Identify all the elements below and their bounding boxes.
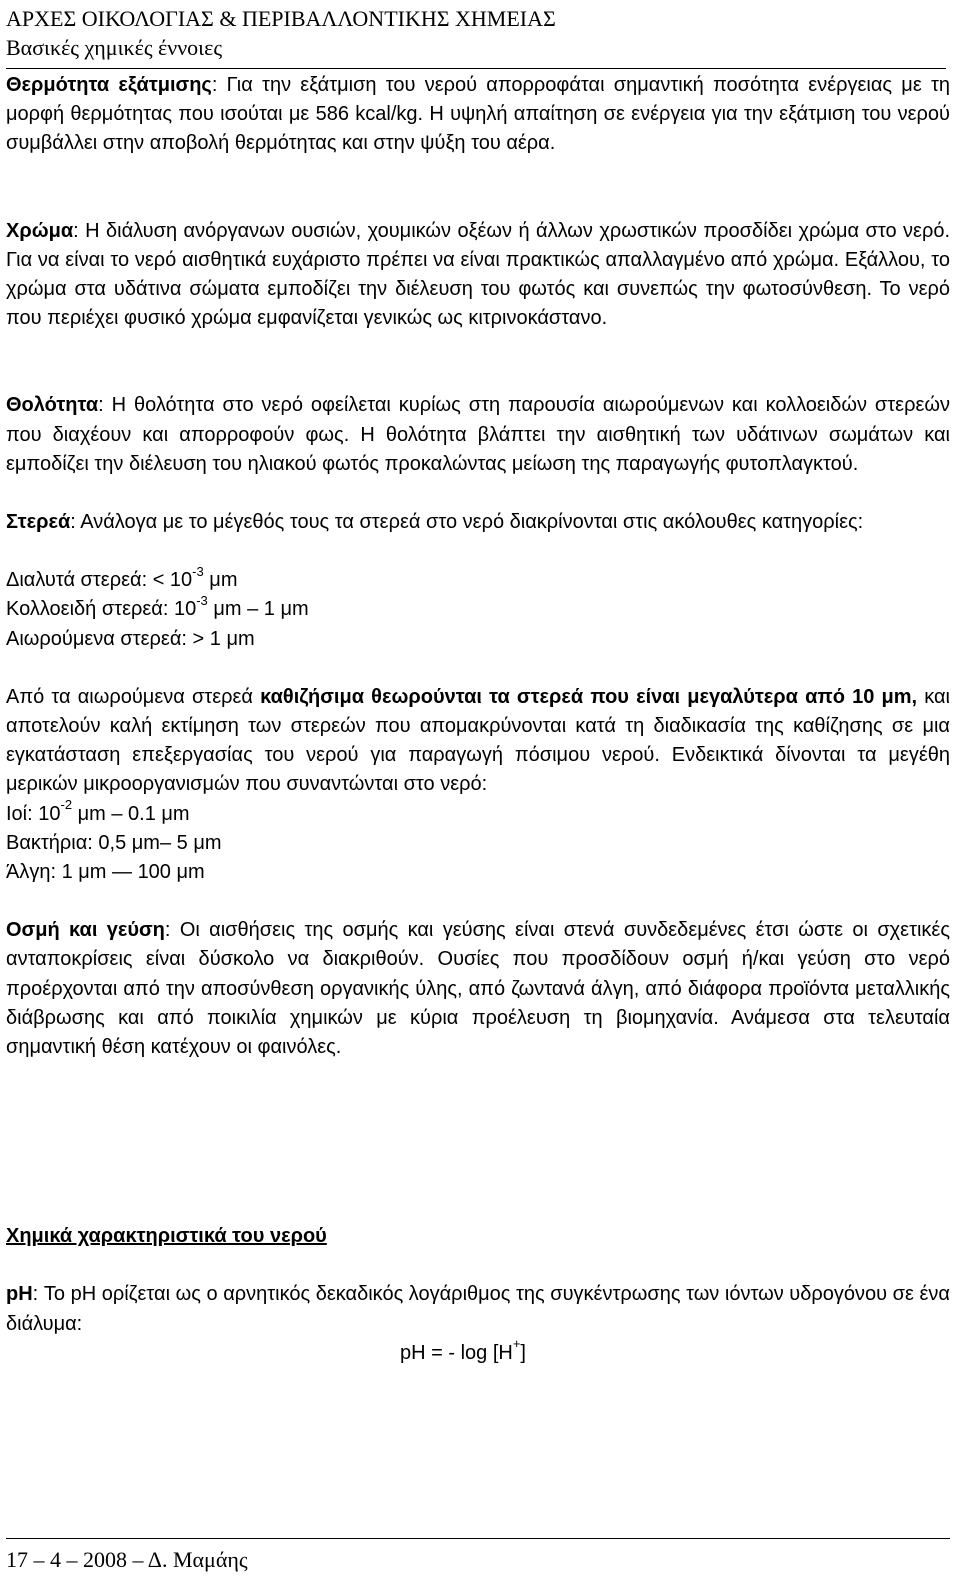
ph-paragraph [6,1280,950,1338]
evaporation-heat-text: : Για την εξάτμιση του νερού απορροφάται σημαντική ποσότητα ενέργειας με τη μορφή θερμότητας που ισούται με 586 kcal/kg. Η υψηλή απαίτηση σε ενέργεια για την εξάτμιση του νερού συμβάλλει στην αποβολή θερμότητας και στην ψύξη του αέρα. [6,74,950,155]
page-header [6,4,946,69]
bacteria-line: Βακτήρια: 0,5 μm– 5 μm [6,831,222,854]
color-term: Χρώμα [6,219,74,242]
viruses-line: Ιοί: $10^{-2}$ μm – 0.1 μm [6,797,190,825]
chemical-section-heading: Χημικά χαρακτηριστικά του νερού [6,1225,327,1248]
settleable-bold: καθιζήσιμα θεωρούνται τα στερεά που είναι μεγαλύτερα από 10 μm, [260,685,918,708]
algae-line: Άλγη: 1 μm — 100 μm [6,861,205,884]
evaporation-heat-paragraph [6,71,950,159]
solids-text: : Ανάλογα με το μέγεθός τους τα στερεά στο νερό διακρίνονται στις ακόλουθες κατηγορίες: [70,511,864,534]
suspended-solids-line: Αιωρούμενα στερεά: > 1 μm [6,627,255,650]
settleable-paragraph: Από τα αιωρούμενα στερεά καθιζήσιμα θεωρούνται τα στερεά που είναι μεγαλύτερα από 10 μm, και αποτελούν καλή εκτίμηση των στερεών που απομακρύνονται κατά τη διαδικασία της καθίζησης σε μια εγκατάσταση επεξεργασίας του νερού για παραγωγή πόσιμου νερού. Ενδεικτικά δίνονται τα μεγέθη μερικών μικροοργανισμών που συναντώνται στο νερό: [6,685,950,796]
solids-paragraph [6,508,950,537]
color-text: : Η διάλυση ανόργανων ουσιών, χουμικών οξέων ή άλλων χρωστικών προσδίδει χρώμα στο νερό. Για να είναι το νερό αισθητικά ευχάριστο πρέπει να είναι πρακτικώς απαλλαγμένο από χρώμα. Εξάλλου, το χρώμα στα υδάτινα σώματα εμποδίζει την διέλευση του φωτός και συνεπώς την φωτοσύνθεση. Το νερό που περιέχει φυσικό χρώμα εμφανίζεται γενικώς ως κιτρινοκάστανο. [6,219,950,330]
section-title: Βασικές χημικές έννοιες [6,35,223,60]
ph-text: : Το pH ορίζεται ως ο αρνητικός δεκαδικός λογάριθμος της συγκέντρωσης των ιόντων υδρογόνου σε ένα διάλυμα: [6,1283,950,1335]
ph-term: pH [6,1283,33,1306]
dissolved-solids-line: Διαλυτά στερεά: < $10^{-3}$ μm [6,563,238,592]
colloidal-solids-line: Κολλοειδή στερεά: $10^{-3}$ μm – 1 μm [6,592,309,621]
odor-taste-term: Οσμή και γεύση [6,919,165,942]
color-paragraph [6,217,950,334]
odor-taste-paragraph [6,916,950,1062]
document-body [6,71,950,1368]
turbidity-text: : Η θολότητα στο νερό οφείλεται κυρίως στη παρουσία αιωρούμενων και κολλοειδών στερεών που διαχέουν και απορροφούν φως. Η θολότητα βλάπτει την αισθητική των υδάτινων σωμάτων και εμποδίζει την διέλευση του ηλιακού φωτός προκαλώντας μείωση της παραγωγής φυτοπλαγκτού. [6,394,950,475]
solids-term: Στερεά [6,511,71,534]
course-title: ΑΡΧΕΣ ΟΙΚΟΛΟΓΙΑΣ & ΠΕΡΙΒΑΛΛΟΝΤΙΚΗΣ ΧΗΜΕΙΑΣ [6,6,556,31]
evaporation-heat-term: Θερμότητα εξάτμισης [6,74,212,96]
footer-date: 17 – 4 – 2008 [6,1547,127,1572]
turbidity-paragraph [6,391,950,479]
odor-taste-text: : Οι αισθήσεις της οσμής και γεύσης είναι στενά συνδεδεμένες έτσι ώστε οι σχετικές ανταποκρίσεις είναι δύσκολο να διακριθούν. Ουσίες που προσδίδουν οσμή ή/και γεύση στο νερό προέρχονται από την αποσύνθεση οργανικής ύλης, από ζωντανά άλγη, από διάφορα προϊόντα μεταλλικής διάβρωσης και από ποικιλία χημικών με κύρια προέλευση τη βιομηχανία. Ανάμεσα στα τελευταία σημαντική θέση κατέχουν οι φαινόλες. [6,919,950,1059]
footer-author: Δ. Μαμάης [147,1547,248,1572]
turbidity-term: Θολότητα [6,394,99,417]
page-footer [6,1538,950,1575]
ph-formula: pH = - log [H+] [400,1336,526,1364]
footer-separator: – [127,1547,148,1572]
